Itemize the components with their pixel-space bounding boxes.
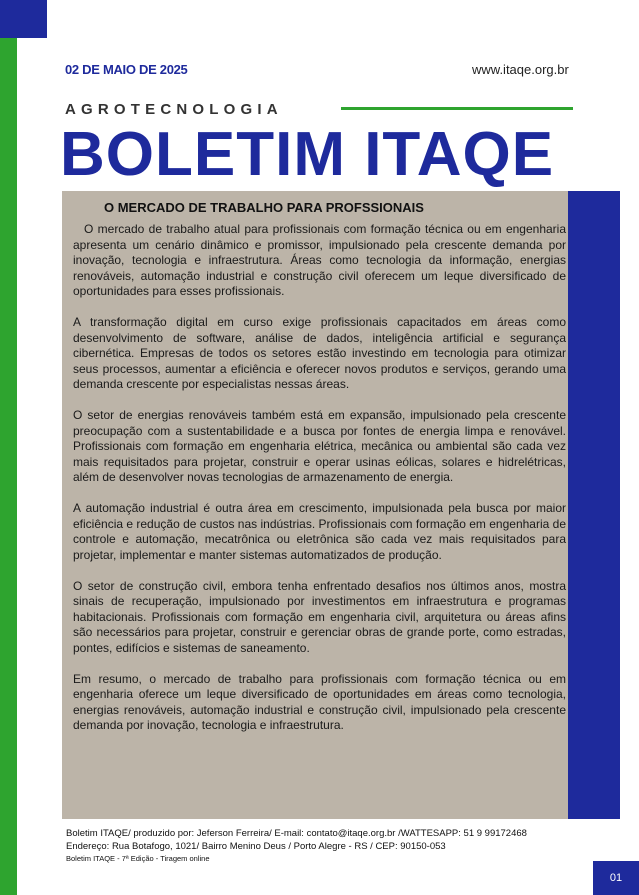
corner-block bbox=[0, 0, 47, 38]
article-paragraph: A transformação digital em curso exige profissionais capacitados em áreas como desenvolvimento de software, análise de dados, inteligência artificial e segurança cibernética. Empresas de todos os setores estão investindo em tecnologia para otimizar seus processos, aumentar a eficiência e oferecer novos produtos e serviços, gerando uma demanda crescente por especialistas nessas áreas. bbox=[73, 315, 566, 391]
page-number: 01 bbox=[593, 861, 639, 895]
article-body bbox=[73, 222, 566, 749]
article-paragraph: O setor de energias renováveis também está em expansão, impulsionado pela crescente preocupação com a sustentabilidade e a busca por fontes de energia limpa e renovável. Profissionais com formação em engenharia elétrica, mecânica ou ambiental são cada vez mais requisitados para projetar, construir e operar usinas eólicas, solares e hidrelétricas, além de desenvolver novas tecnologias de armazenamento de energia. bbox=[73, 408, 566, 484]
article-paragraph: A automação industrial é outra área em crescimento, impulsionada pela busca por maior eficiência e redução de custos nas indústrias. Profissionais com formação em engenharia de controle e automação, mecatrônica ou eletrônica são cada vez mais requisitados para projetar, implementar e manter sistemas automatizados de produção. bbox=[73, 501, 566, 562]
article-title: O MERCADO DE TRABALHO PARA PROFSSIONAIS bbox=[104, 200, 424, 215]
side-stripe bbox=[0, 38, 17, 895]
side-accent-block bbox=[568, 191, 620, 819]
issue-date: 02 DE MAIO DE 2025 bbox=[65, 62, 188, 77]
newsletter-title: BOLETIM ITAQE bbox=[60, 120, 555, 189]
footer-address: Endereço: Rua Botafogo, 1021/ Bairro Menino Deus / Porto Alegre - RS / CEP: 90150-053 bbox=[66, 841, 446, 852]
footer-credits: Boletim ITAQE/ produzido por: Jeferson Ferreira/ E-mail: contato@itaqe.org.br /WATTESAPP: 51 9 99172468 bbox=[66, 828, 527, 839]
section-divider bbox=[341, 107, 573, 110]
footer-edition: Boletim ITAQE - 7ª Edição - Tiragem online bbox=[66, 854, 210, 863]
footer bbox=[66, 827, 527, 865]
article-paragraph: O setor de construção civil, embora tenha enfrentado desafios nos últimos anos, mostra sinais de recuperação, impulsionado por investimentos em infraestrutura e programas habitacionais. Profissionais com formação em engenharia civil, arquitetura ou áreas afins são necessários para projetar, construir e gerenciar obras de grande porte, como estradas, pontes, edifícios e sistemas de saneamento. bbox=[73, 578, 566, 655]
section-label: AGROTECNOLOGIA bbox=[65, 101, 283, 118]
article-paragraph: O mercado de trabalho atual para profissionais com formação técnica ou em engenharia apresenta um cenário dinâmico e promissor, impulsionado pela crescente demanda por inovação, tecnologia e infraestrutura. Áreas como tecnologia da informação, energias renováveis, automação industrial e construção civil oferecem um leque diversificado de oportunidades para esses profissionais. bbox=[73, 222, 566, 298]
website-link[interactable]: www.itaqe.org.br bbox=[472, 62, 569, 77]
article-paragraph: Em resumo, o mercado de trabalho para profissionais com formação técnica ou em engenharia oferece um leque diversificado de oportunidades em áreas como tecnologia, energias renováveis, automação industrial e construção civil, impulsionado pela crescente demanda por inovação, tecnologia e infraestrutura. bbox=[73, 671, 566, 732]
